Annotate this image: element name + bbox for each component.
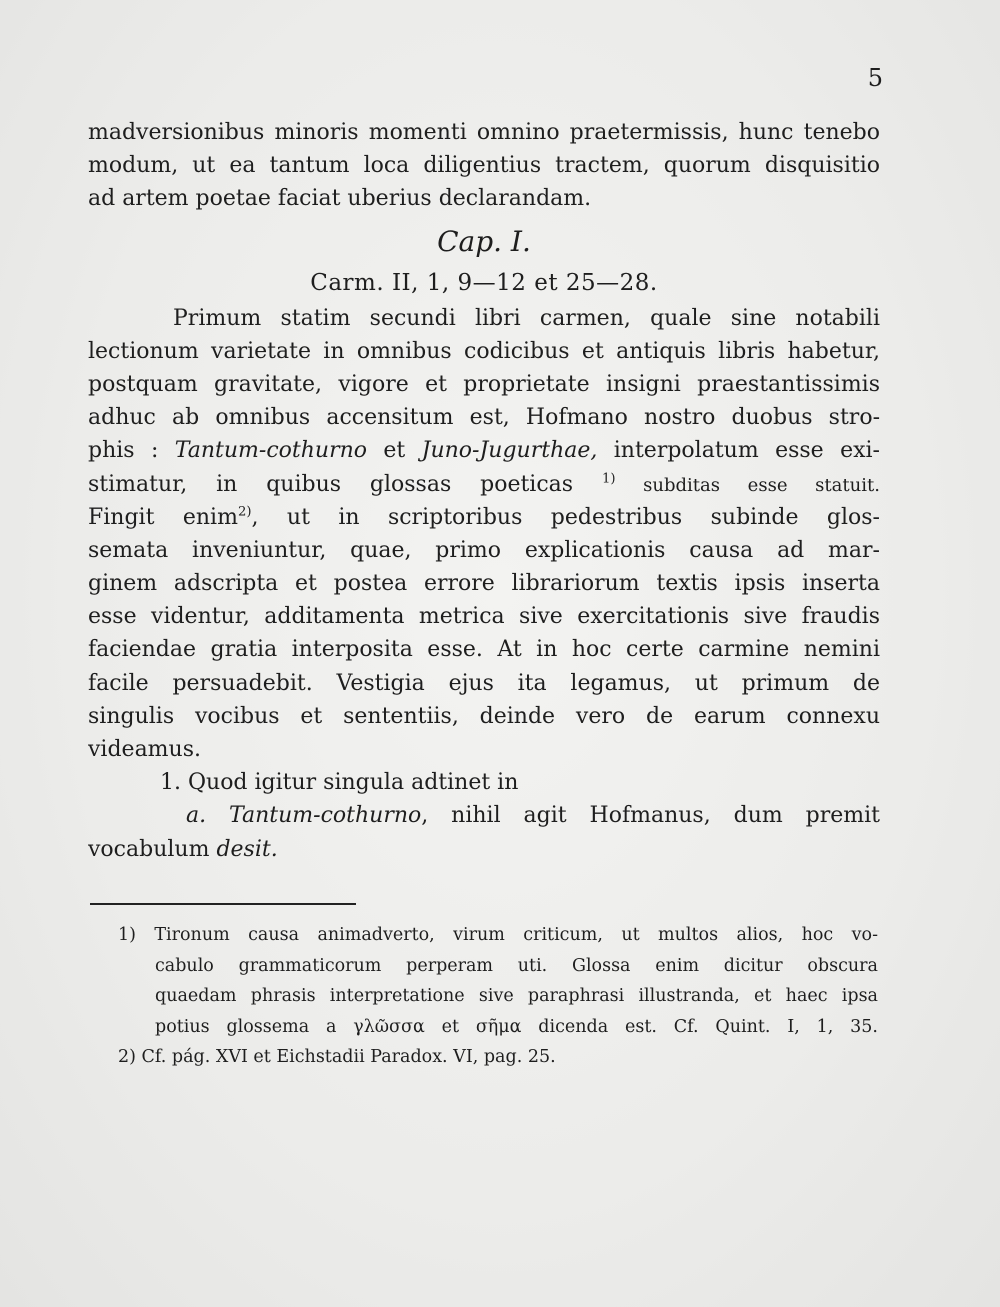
footnote-line: 2) Cf. pág. XVI et Eichstadii Paradox. VI, pag. 25. (118, 1047, 556, 1067)
paragraph-line (88, 434, 880, 467)
italic-term: Tantum-cothurno (174, 438, 367, 464)
paragraph-line: lectionum varietate in omnibus codicibus et antiquis libris habetur, (88, 338, 880, 364)
chapter-subtitle: Carm. II, 1, 9—12 et 25—28. (310, 269, 658, 296)
paragraph-line: Primum statim secundi libri carmen, quale sine notabili (173, 305, 880, 331)
footnote-line: cabulo grammaticorum perperam uti. Glossa enim dicitur obscura (155, 955, 878, 976)
section-line (88, 833, 880, 866)
paragraph-line: singulis vocibus et sententiis, deinde vero de earum connexu (88, 703, 880, 729)
text-run: phis : (88, 438, 175, 464)
footnote-line: potius glossema a γλῶσσα et σῆμα dicenda est. Cf. Quint. I, 1, 35. (155, 1016, 878, 1037)
italic-term: a. Tantum-cothurno (186, 803, 422, 829)
chapter-title: Cap. I. (437, 224, 531, 258)
paragraph-line: postquam gravitate, vigore et proprietate insigni praestantissimis (88, 371, 880, 397)
footnote-divider (90, 903, 356, 905)
text-run: , ut in scriptoribus pedestribus subinde glos- (251, 504, 880, 530)
footnote-line: quaedam phrasis interpretatione sive paraphrasi illustranda, et haec ipsa (155, 986, 878, 1006)
text-run: , nihil agit Hofmanus, dum premit (421, 803, 880, 829)
main-text (88, 116, 880, 866)
paragraph-line: semata inveniuntur, quae, primo explicationis causa ad mar- (88, 537, 880, 563)
footnotes (118, 920, 878, 1073)
paragraph-line: facile persuadebit. Vestigia ejus ita legamus, ut primum de (88, 670, 880, 696)
text-run: vocabulum (88, 836, 217, 862)
paragraph-line: ginem adscripta et postea errore librariorum textis ipsis inserta (88, 571, 880, 597)
italic-term: Juno-Jugurthae, (421, 438, 598, 464)
text-run: subditas esse statuit. (615, 474, 880, 496)
text-run: stimatur, in quibus glossas poeticas (88, 471, 602, 497)
footnote-line: 1) Tironum causa animadverto, virum criticum, ut multos alios, hoc vo- (118, 925, 878, 945)
paragraph-line: esse videntur, additamenta metrica sive exercitationis sive fraudis (88, 604, 880, 630)
paragraph-line: adhuc ab omnibus accensitum est, Hofmano nostro duobus stro- (88, 405, 880, 431)
text-line: modum, ut ea tantum loca diligentius tractem, quorum disquisitio (88, 153, 880, 179)
section-line: 1. Quod igitur singula adtinet in (160, 770, 519, 796)
italic-term: desit. (216, 836, 278, 862)
paragraph-line (88, 468, 880, 501)
paragraph-line: faciendae gratia interposita esse. At in hoc certe carmine nemini (88, 637, 880, 663)
footnote-ref: 1) (601, 471, 616, 487)
text-run: Fingit enim (88, 504, 238, 530)
text-line: madversionibus minoris momenti omnino praetermissis, hunc tenebo (88, 120, 880, 145)
text-run: interpolatum esse exi- (597, 438, 880, 464)
page-number: 5 (867, 64, 883, 92)
paragraph-line: videamus. (88, 737, 201, 762)
text-line: ad artem poetae faciat uberius declarandam. (88, 186, 592, 212)
section-line (88, 799, 880, 832)
paragraph-line (88, 501, 880, 534)
text-run: et (367, 438, 422, 464)
footnote-ref: 2) (237, 504, 252, 520)
